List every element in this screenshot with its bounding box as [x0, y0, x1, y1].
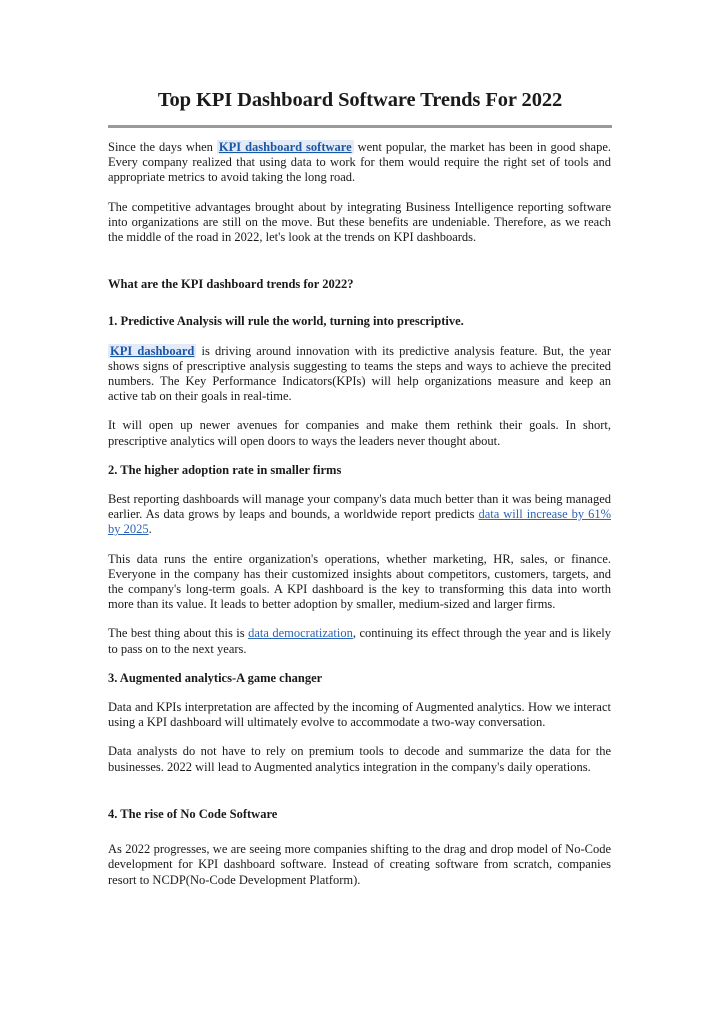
section-2-paragraph-2: This data runs the entire organization's operations, whether marketing, HR, sales, or finance. Everyone in the company has their customized insights about competitors, customers, targets, and the company's long-term goals. A KPI dashboard is the key to transforming this data into worth more than its value. It leads to better adoption by smaller, medium-sized and larger firms. — [108, 551, 611, 612]
page-title: Top KPI Dashboard Software Trends For 2022 — [157, 89, 563, 111]
section-1-paragraph-2: It will open up newer avenues for companies and make them rethink their goals. In short, prescriptive analytics will open doors to ways the leaders never thought about. — [108, 418, 611, 448]
data-democratization-link[interactable]: data democratization — [248, 626, 353, 641]
section-3-paragraph-2: Data analysts do not have to rely on premium tools to decode and summarize the data for the businesses. 2022 will lead to Augmented analytics integration in the company's daily operations. — [108, 744, 611, 774]
section-2-p3-text-end: , continuing its effect through the year and is likely to pass on to the next years. — [108, 626, 611, 656]
intro-p1-text-end: went popular, the market has been in good shape. Every company realized that using data to work for them would require the right set of tools and appropriate metrics to avoid taking the long road. — [108, 140, 611, 185]
section-4-paragraph-1: As 2022 progresses, we are seeing more companies shifting to the drag and drop model of No-Code development for KPI dashboard software. Instead of creating software from scratch, companies resort to NCDP(No-Code Development Platform). — [108, 842, 611, 887]
section-3-heading: 3. Augmented analytics-A game changer — [108, 670, 323, 685]
data-growth-report-link[interactable]: data will increase by 61% by 2025 — [108, 507, 611, 537]
title-divider — [108, 125, 612, 128]
section-2-paragraph-3 — [108, 626, 611, 656]
kpi-dashboard-link[interactable]: KPI dashboard — [110, 343, 195, 358]
section-1-paragraph-1 — [108, 344, 611, 405]
question-heading: What are the KPI dashboard trends for 2022? — [108, 277, 354, 292]
section-2-p1-text-end: . — [148, 522, 152, 537]
section-2-p1-text-start: Best reporting dashboards will manage your company's data much better than it was being managed earlier. As data grows by leaps and bounds, a worldwide report predicts — [108, 492, 611, 522]
section-2-heading: 2. The higher adoption rate in smaller firms — [108, 462, 342, 477]
section-2-p3-text-start: The best thing about this is — [108, 626, 249, 641]
intro-paragraph-1 — [108, 140, 611, 186]
article-body — [108, 140, 611, 902]
section-3-paragraph-1: Data and KPIs interpretation are affected by the incoming of Augmented analytics. How we interact using a KPI dashboard will ultimately evolve to accommodate a two-way conversation. — [108, 700, 611, 730]
section-1-p1-text: is driving around innovation with its predictive analysis feature. But, the year shows signs of prescriptive analysis suggesting to teams the steps and ways to achieve the precited numbers. The Key Performance Indicators(KPIs) will help organizations measure and keep an active tab on their goals in real-time. — [108, 343, 611, 404]
kpi-dashboard-software-link[interactable]: KPI dashboard software — [218, 140, 352, 154]
intro-p1-text-start: Since the days when — [108, 140, 217, 154]
section-1-heading: 1. Predictive Analysis will rule the world, turning into prescriptive. — [108, 314, 464, 329]
section-2-paragraph-1 — [108, 492, 611, 538]
intro-paragraph-2: The competitive advantages brought about by integrating Business Intelligence reporting software into organizations are still on the move. But these benefits are undeniable. Therefore, as we reach the middle of the road in 2022, let's look at the trends on KPI dashboards. — [108, 199, 611, 245]
section-4-heading: 4. The rise of No Code Software — [108, 806, 278, 821]
